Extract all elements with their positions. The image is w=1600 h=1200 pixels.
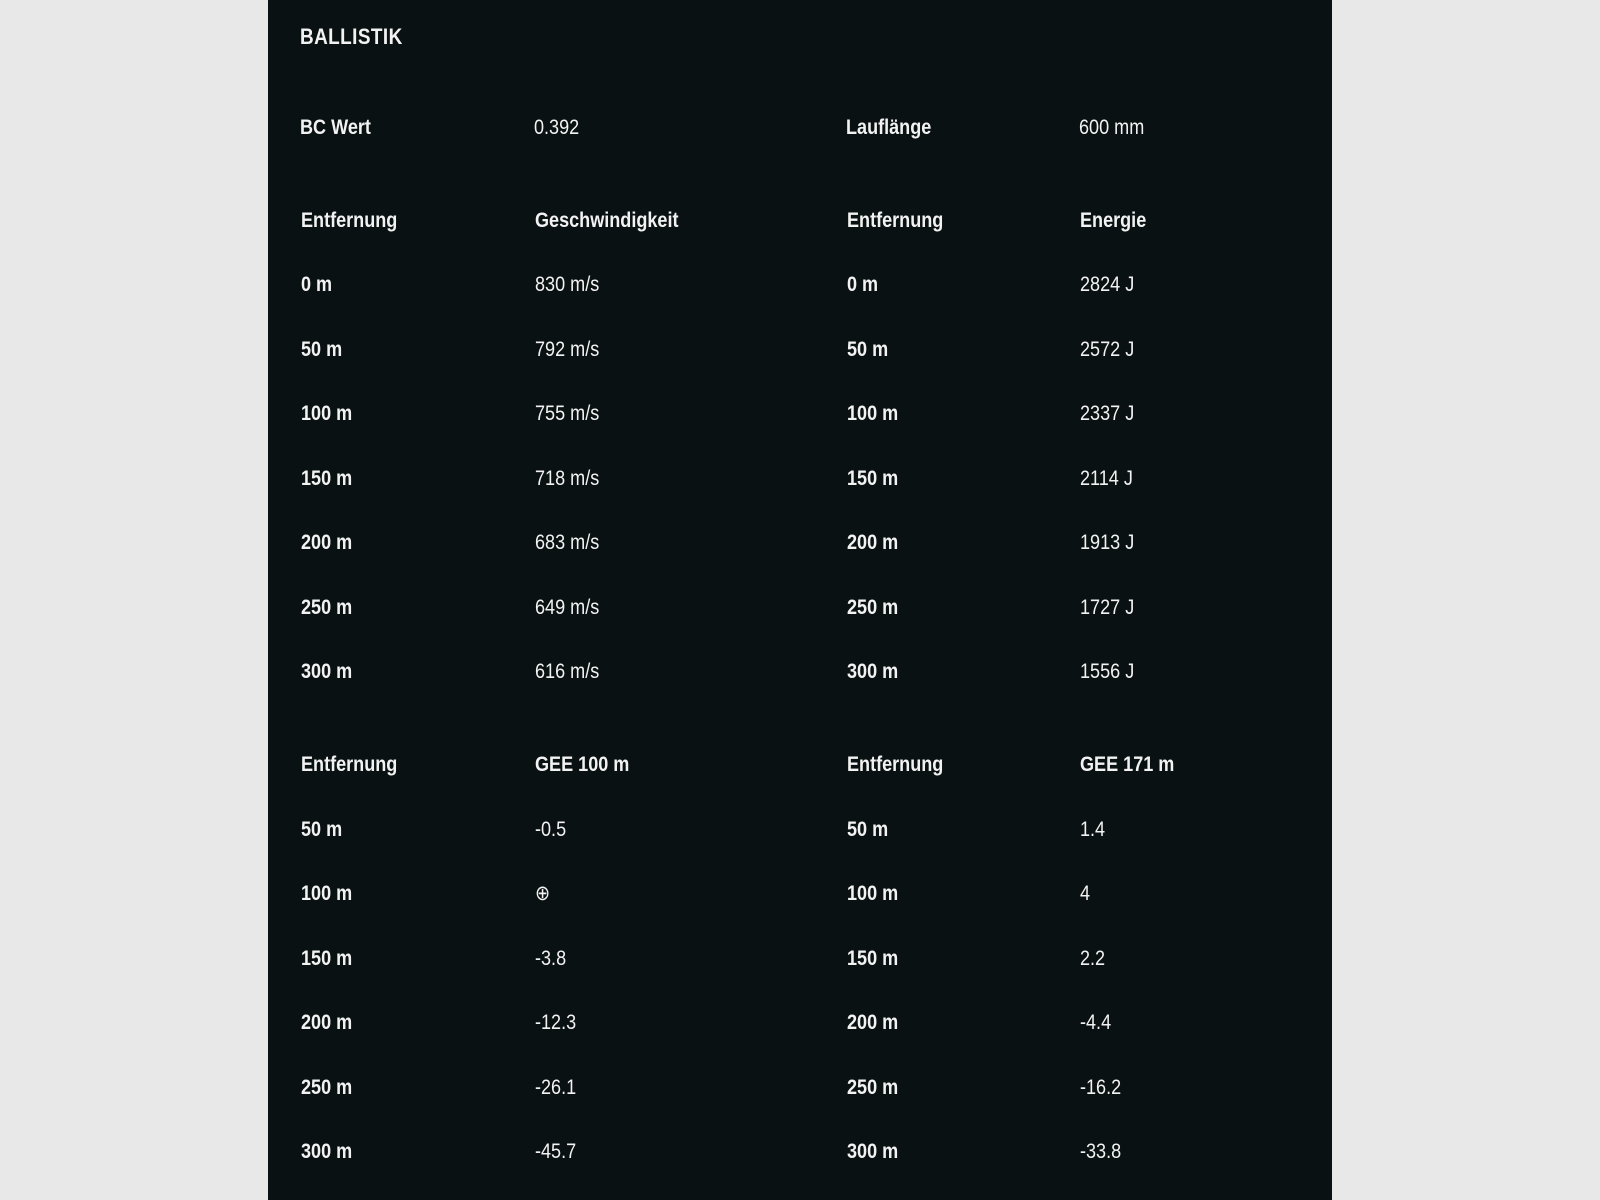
table-row	[268, 1008, 1332, 1038]
table-row	[268, 879, 1332, 909]
table-row	[268, 399, 1332, 429]
distance-cell: 50 m	[301, 338, 343, 361]
distance-cell: 300 m	[847, 1140, 899, 1163]
distance-cell: 50 m	[301, 818, 343, 841]
header-distance: Entfernung	[847, 753, 944, 776]
header-energy: Energie	[1080, 209, 1147, 232]
drop-cell: -12.3	[535, 1011, 577, 1034]
energy-cell: 2114 J	[1080, 467, 1133, 490]
distance-cell: 250 m	[847, 596, 899, 619]
drop-cell: -33.8	[1080, 1140, 1122, 1163]
header-gee-100: GEE 100 m	[535, 753, 630, 776]
header-distance: Entfernung	[847, 209, 944, 232]
velocity-cell: 683 m/s	[535, 531, 600, 554]
table-row	[268, 464, 1332, 494]
distance-cell: 150 m	[301, 467, 353, 490]
distance-cell: 200 m	[301, 1011, 353, 1034]
table-row	[268, 944, 1332, 974]
distance-cell: 100 m	[847, 402, 899, 425]
velocity-energy-header	[268, 206, 1332, 236]
distance-cell: 150 m	[847, 467, 899, 490]
drop-cell: -16.2	[1080, 1076, 1122, 1099]
energy-cell: 1913 J	[1080, 531, 1135, 554]
drop-cell: -0.5	[535, 818, 567, 841]
bc-value: 0.392	[534, 116, 580, 139]
distance-cell: 100 m	[301, 882, 353, 905]
distance-cell: 100 m	[847, 882, 899, 905]
section-title: BALLISTIK	[300, 24, 403, 49]
velocity-cell: 755 m/s	[535, 402, 600, 425]
drop-cell: -3.8	[535, 947, 567, 970]
velocity-cell: 616 m/s	[535, 660, 600, 683]
distance-cell: 200 m	[301, 531, 353, 554]
velocity-cell: 792 m/s	[535, 338, 600, 361]
energy-cell: 2572 J	[1080, 338, 1135, 361]
bc-label: BC Wert	[300, 116, 371, 139]
energy-cell: 2337 J	[1080, 402, 1135, 425]
distance-cell: 300 m	[847, 660, 899, 683]
drop-cell: -4.4	[1080, 1011, 1112, 1034]
header-distance: Entfernung	[301, 209, 398, 232]
distance-cell: 250 m	[301, 596, 353, 619]
distance-cell: 300 m	[301, 1140, 353, 1163]
header-gee-171: GEE 171 m	[1080, 753, 1175, 776]
drop-cell: 1.4	[1080, 818, 1106, 841]
table-row	[268, 1073, 1332, 1103]
info-row	[268, 113, 1332, 143]
distance-cell: 250 m	[301, 1076, 353, 1099]
zero-crosshair-icon: ⊕	[535, 882, 551, 905]
velocity-cell: 830 m/s	[535, 273, 600, 296]
drop-cell: -26.1	[535, 1076, 577, 1099]
distance-cell: 0 m	[847, 273, 879, 296]
drop-cell: 2.2	[1080, 947, 1106, 970]
velocity-cell: 649 m/s	[535, 596, 600, 619]
distance-cell: 250 m	[847, 1076, 899, 1099]
table-row	[268, 1137, 1332, 1167]
header-velocity: Geschwindigkeit	[535, 209, 679, 232]
ballistics-panel	[268, 0, 1332, 1200]
barrel-length-label: Lauflänge	[846, 116, 932, 139]
distance-cell: 200 m	[847, 1011, 899, 1034]
distance-cell: 150 m	[301, 947, 353, 970]
header-distance: Entfernung	[301, 753, 398, 776]
energy-cell: 1727 J	[1080, 596, 1135, 619]
velocity-cell: 718 m/s	[535, 467, 600, 490]
distance-cell: 100 m	[301, 402, 353, 425]
drop-cell: 4	[1080, 882, 1091, 905]
table-row	[268, 528, 1332, 558]
distance-cell: 50 m	[847, 338, 889, 361]
distance-cell: 300 m	[301, 660, 353, 683]
energy-cell: 2824 J	[1080, 273, 1135, 296]
trajectory-header	[268, 750, 1332, 780]
drop-cell: -45.7	[535, 1140, 577, 1163]
distance-cell: 50 m	[847, 818, 889, 841]
table-row	[268, 593, 1332, 623]
barrel-length-value: 600 mm	[1079, 116, 1145, 139]
table-row	[268, 657, 1332, 687]
table-row	[268, 270, 1332, 300]
table-row	[268, 815, 1332, 845]
distance-cell: 0 m	[301, 273, 333, 296]
energy-cell: 1556 J	[1080, 660, 1135, 683]
distance-cell: 150 m	[847, 947, 899, 970]
table-row	[268, 335, 1332, 365]
distance-cell: 200 m	[847, 531, 899, 554]
